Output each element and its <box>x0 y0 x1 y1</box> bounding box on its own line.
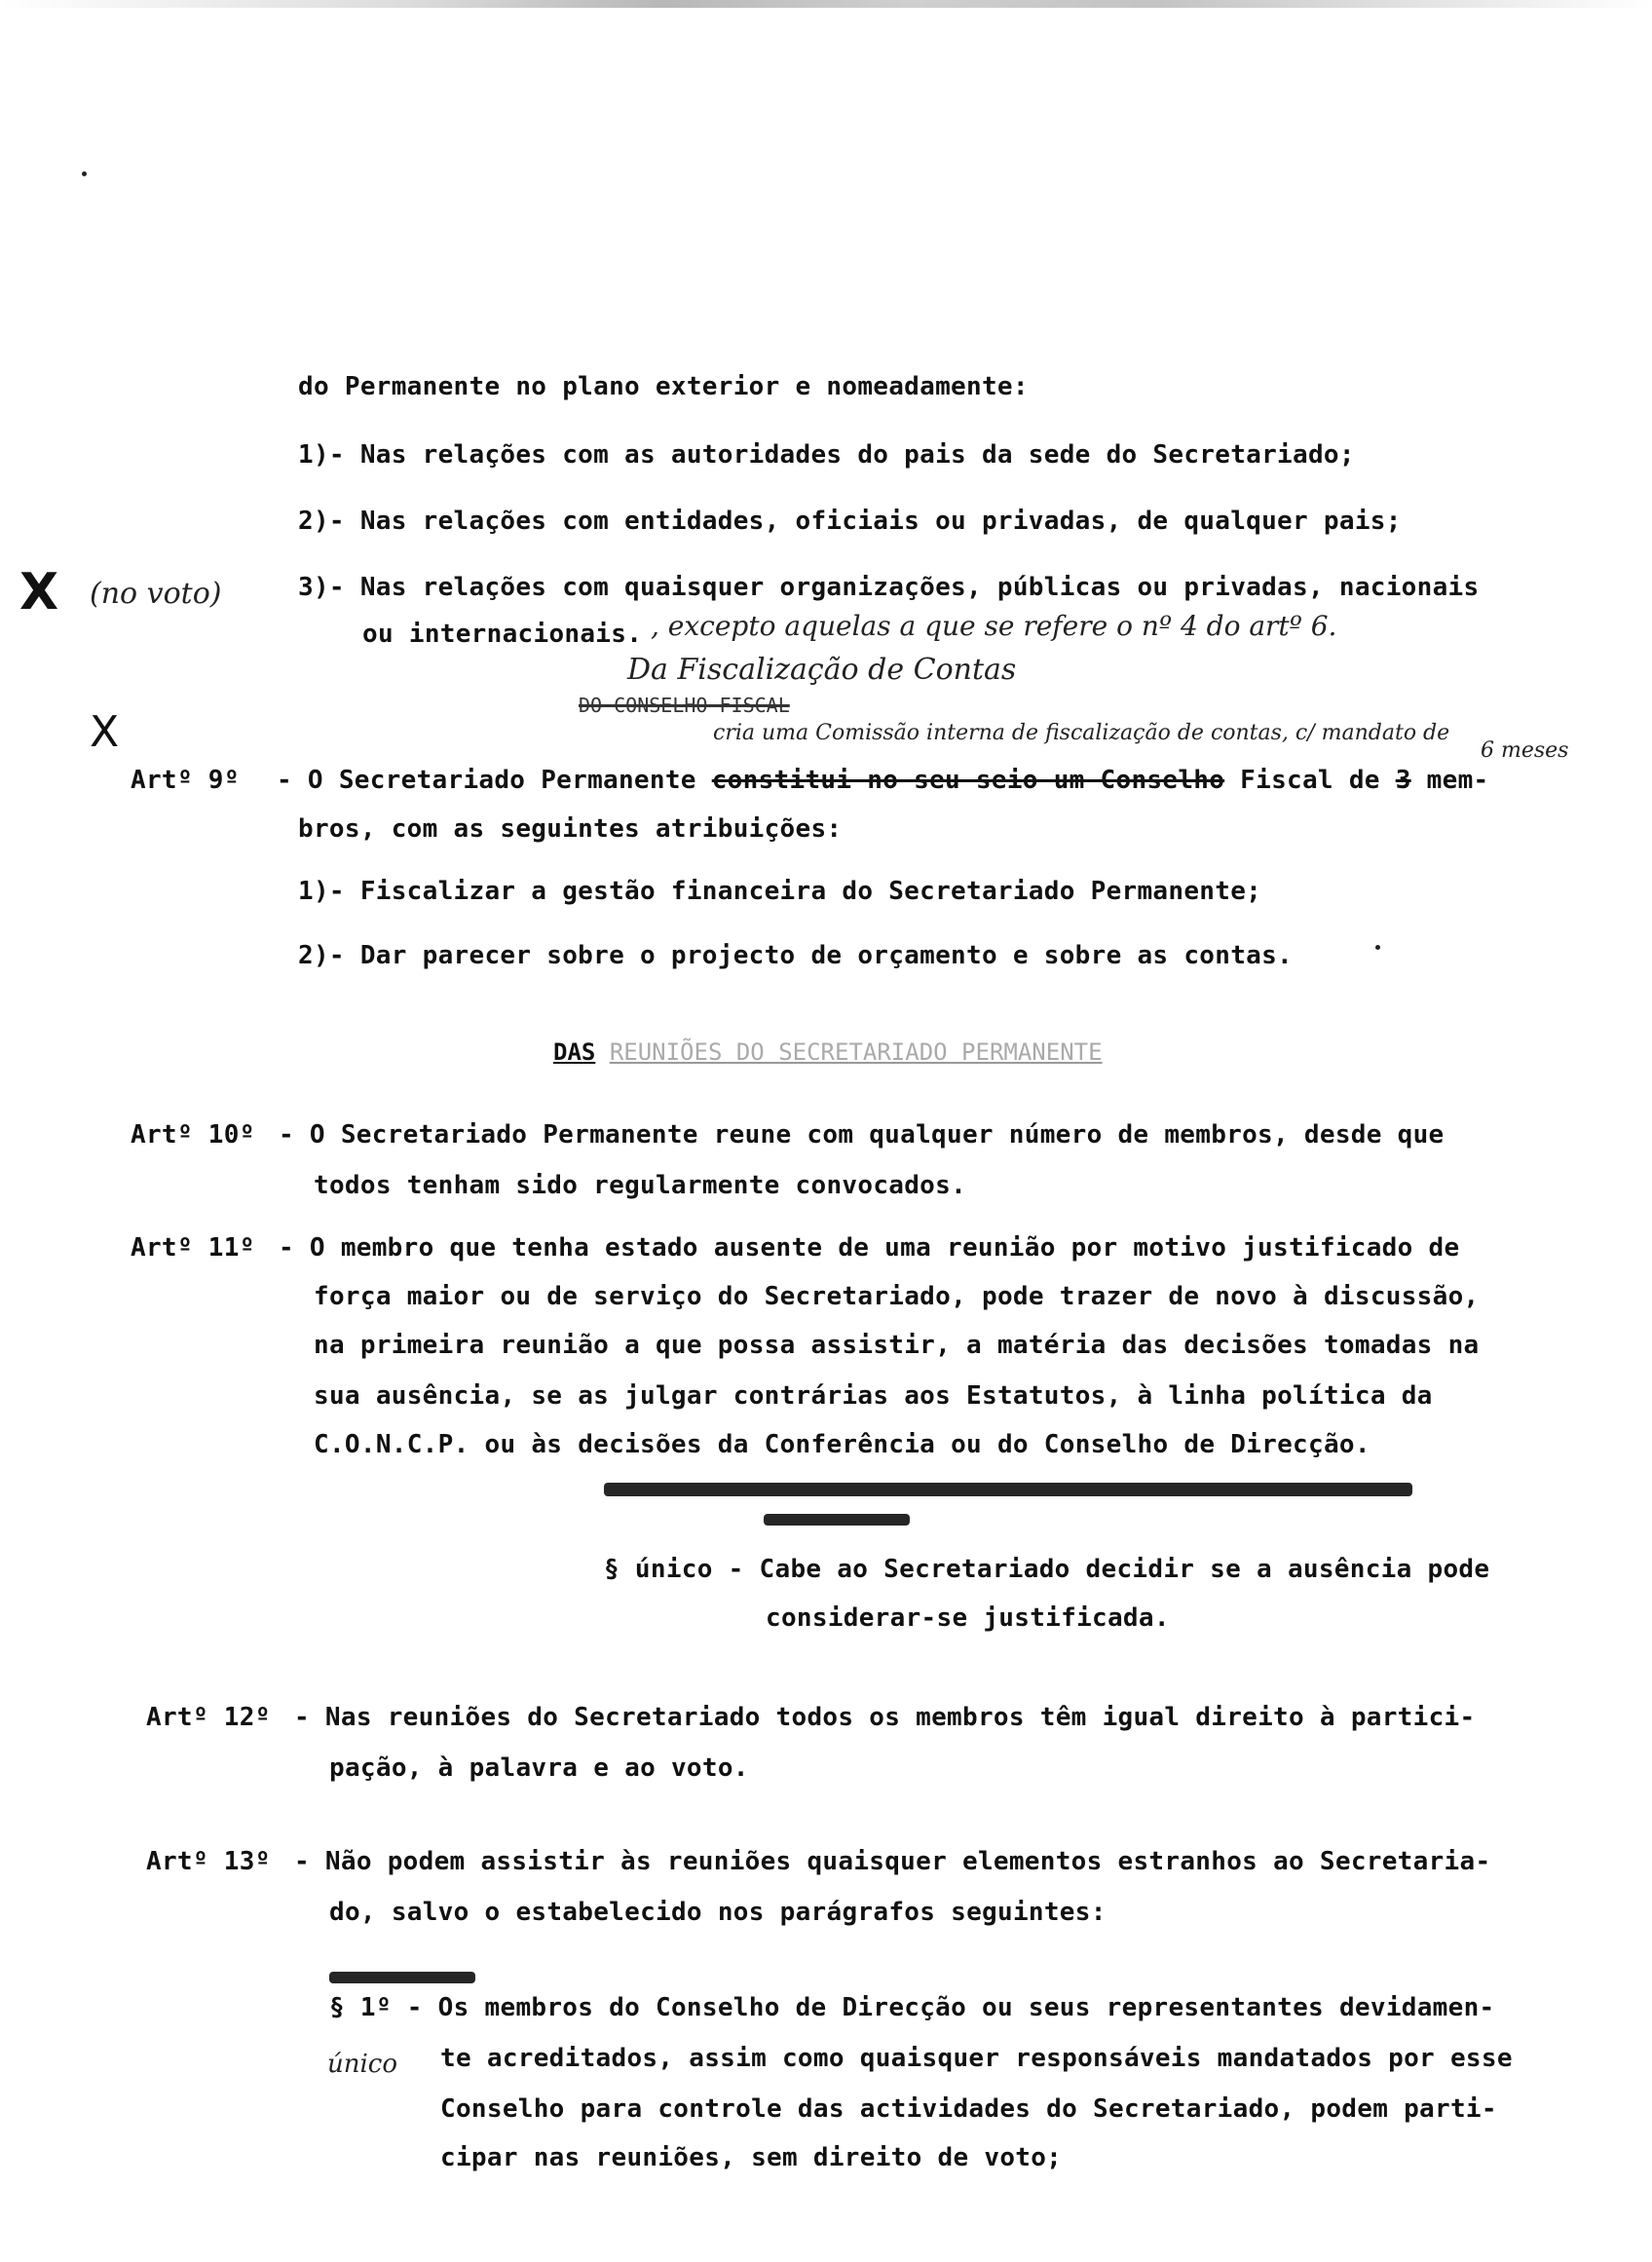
article-text: - O membro que tenha estado ausente de uma reunião por motivo justificado de <box>279 1233 1460 1263</box>
paragraph-text: cipar nas reuniões, sem direito de voto; <box>440 2143 1063 2172</box>
list-item: 2)- Dar parecer sobre o projecto de orçamento e sobre as contas. <box>298 941 1294 970</box>
handwritten-insertion: 6 meses <box>1481 738 1569 763</box>
article-text: C.O.N.C.P. ou às decisões da Conferência ou do Conselho de Direcção. <box>314 1430 1370 1459</box>
paragraph-text: § único - Cabe ao Secretariado decidir se a ausência pode <box>604 1555 1490 1584</box>
crossed-out-line <box>604 1483 1412 1496</box>
article-text: - O Secretariado Permanente constitui no seu seio um Conselho Fiscal de 3 mem- <box>277 766 1489 795</box>
article-text: bros, com as seguintes atribuições: <box>298 814 843 844</box>
list-item: 1)- Fiscalizar a gestão financeira do Secretariado Permanente; <box>298 877 1262 906</box>
list-item: 3)- Nas relações com quaisquer organizações, públicas ou privadas, nacionais <box>298 573 1480 602</box>
article-text: na primeira reunião a que possa assistir, a matéria das decisões tomadas na <box>314 1331 1480 1360</box>
article-text: - Não podem assistir às reuniões quaisquer elementos estranhos ao Secretaria- <box>294 1847 1491 1876</box>
handwritten-note: (no voto) <box>90 577 222 611</box>
crossed-out-line <box>764 1514 910 1526</box>
article-text: todos tenham sido regularmente convocados. <box>314 1171 967 1200</box>
handwritten-x-mark: X <box>90 707 120 757</box>
article-text: sua ausência, se as julgar contrárias aos Estatutos, à linha política da <box>314 1381 1433 1411</box>
article-label: Artº 12º <box>146 1703 271 1732</box>
article-text: - O Secretariado Permanente reune com qualquer número de membros, desde que <box>279 1120 1445 1150</box>
list-item: 1)- Nas relações com as autoridades do pais da sede do Secretariado; <box>298 440 1355 470</box>
scan-edge <box>0 0 1652 8</box>
article-label: Artº 11º <box>131 1233 255 1263</box>
scan-speck <box>82 171 87 176</box>
section-heading: DAS REUNIÕES DO SECRETARIADO PERMANENTE <box>553 1038 1103 1066</box>
paragraph-text: considerar-se justificada. <box>766 1603 1170 1633</box>
handwritten-note: único <box>327 2050 398 2079</box>
scan-speck <box>1375 945 1380 950</box>
paragraph-text: Conselho para controle das actividades do Secretariado, podem parti- <box>440 2094 1497 2124</box>
article-label: Artº 9º <box>131 766 240 795</box>
handwritten-insertion: cria uma Comissão interna de fiscalização de contas, c/ mandato de <box>713 721 1450 745</box>
article-text: força maior ou de serviço do Secretariado, pode trazer de novo à discussão, <box>314 1282 1480 1311</box>
handwritten-insertion: , excepto aquelas a que se refere o nº 4 do artº 6. <box>651 610 1337 642</box>
article-label: Artº 13º <box>146 1847 271 1876</box>
article-text: pação, à palavra e ao voto. <box>329 1753 749 1783</box>
list-item-continued: ou internacionais. <box>362 620 643 649</box>
handwritten-x-mark: X <box>19 563 59 622</box>
article-text: do, salvo o estabelecido nos parágrafos seguintes: <box>329 1898 1107 1927</box>
crossed-out-line <box>329 1972 475 1983</box>
list-item: 2)- Nas relações com entidades, oficiais ou privadas, de qualquer pais; <box>298 507 1402 536</box>
handwritten-heading: Da Fiscalização de Contas <box>627 653 1017 687</box>
paragraph-text: te acreditados, assim como quaisquer responsáveis mandatados por esse <box>440 2044 1513 2073</box>
paragraph-text: § 1º - Os membros do Conselho de Direcção ou seus representantes devidamen- <box>329 1993 1495 2022</box>
article-text: - Nas reuniões do Secretariado todos os membros têm igual direito à partici- <box>294 1703 1476 1732</box>
article-label: Artº 10º <box>131 1120 255 1150</box>
text-line: do Permanente no plano exterior e nomeadamente: <box>298 372 1029 401</box>
struck-heading: DO CONSELHO FISCAL <box>579 694 790 717</box>
